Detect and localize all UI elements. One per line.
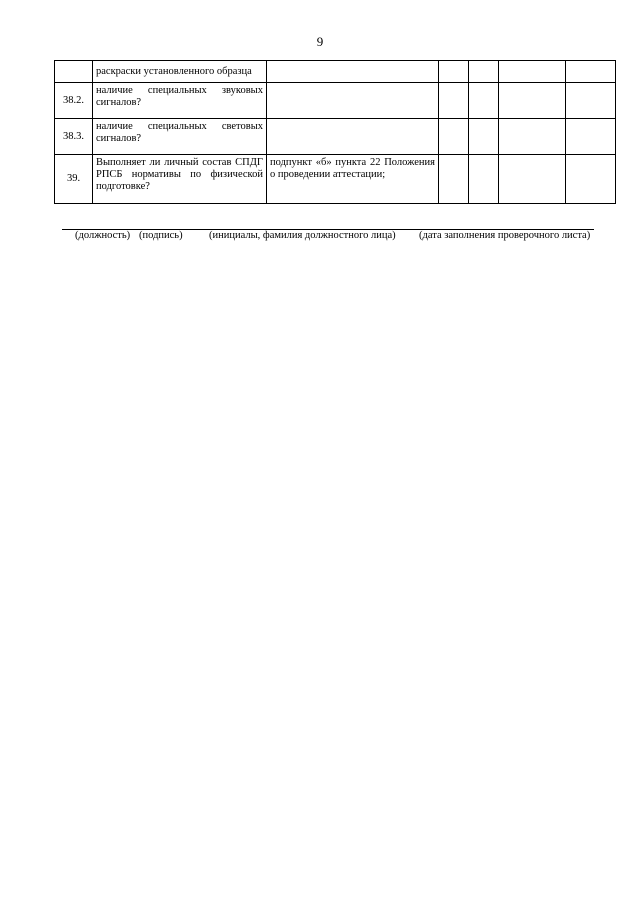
table-row: [55, 155, 616, 204]
answer-yes-cell[interactable]: [439, 155, 469, 204]
notes-cell[interactable]: [566, 83, 616, 119]
row-question: наличие специальных световых сигналов?: [93, 119, 267, 155]
table-row: [55, 61, 616, 83]
answer-not-applicable-cell[interactable]: [499, 119, 566, 155]
answer-not-applicable-cell[interactable]: [499, 61, 566, 83]
official-name-label: (инициалы, фамилия должностного лица): [209, 230, 396, 241]
answer-not-applicable-cell[interactable]: [499, 155, 566, 204]
answer-no-cell[interactable]: [469, 155, 499, 204]
row-reference: [267, 61, 439, 83]
row-question: раскраски установленного образца: [93, 61, 267, 83]
answer-no-cell[interactable]: [469, 61, 499, 83]
row-number: 38.3.: [55, 119, 93, 155]
answer-yes-cell[interactable]: [439, 119, 469, 155]
table-row: [55, 83, 616, 119]
notes-cell[interactable]: [566, 155, 616, 204]
answer-yes-cell[interactable]: [439, 83, 469, 119]
row-number: 38.2.: [55, 83, 93, 119]
fill-date-label: (дата заполнения проверочного листа): [419, 230, 591, 241]
notes-cell[interactable]: [566, 119, 616, 155]
checklist-table: [54, 60, 616, 204]
row-number: [55, 61, 93, 83]
answer-not-applicable-cell[interactable]: [499, 83, 566, 119]
row-question: Выполняет ли личный состав СПДГ РПСБ нормативы по физической подготовке?: [93, 155, 267, 204]
signature-label: (подпись): [139, 230, 183, 241]
row-question: наличие специальных звуковых сигналов?: [93, 83, 267, 119]
answer-yes-cell[interactable]: [439, 61, 469, 83]
notes-cell[interactable]: [566, 61, 616, 83]
answer-no-cell[interactable]: [469, 119, 499, 155]
table-row: [55, 119, 616, 155]
row-reference: [267, 83, 439, 119]
row-reference: [267, 119, 439, 155]
page-number: 9: [316, 34, 324, 49]
position-label: (должность): [75, 230, 131, 241]
row-number: 39.: [55, 155, 93, 204]
row-reference: подпункт «б» пункта 22 Положения о проведении аттестации;: [267, 155, 439, 204]
answer-no-cell[interactable]: [469, 83, 499, 119]
